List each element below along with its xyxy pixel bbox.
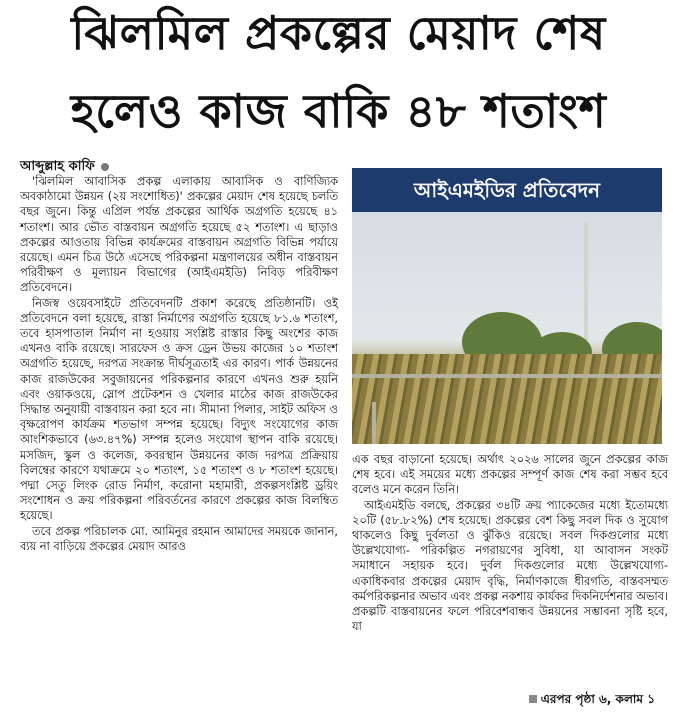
boundary-wall <box>372 402 376 444</box>
overgrown-ground <box>352 354 662 444</box>
headline-line-2: হলেও কাজ বাকি ৪৮ শতাংশ <box>70 84 607 138</box>
headline-line-1: ঝিলমিল প্রকল্পের মেয়াদ শেষ <box>71 6 606 60</box>
article-column-right <box>352 452 668 634</box>
continuation-note <box>529 691 655 711</box>
paragraph: এক বছর বাড়ানো হয়েছে। অর্থাৎ ২০২৬ সালের জুনে প্রকল্পের কাজ শেষ হবে। এই সময়ের মধ্যে প্রকল্পের সম্পূর্ণ কাজ শেষ করা সম্ভব হবে বলেও মনে করেন তিনি। <box>352 453 668 497</box>
paragraph: আইএমইডি বলছে, প্রকল্পের ৩৪টি ক্রয় প্যাকেজের মধ্যে ইতোমধ্যে ২০টি (৫৮.৮২%) শেষ হয়েছে। প্রকল্পের বেশ কিছু সবল দিক ও সুযোগ থাকলেও কিছু দুর্বলতা ও ঝুঁকিও রয়েছে। সবল দিকগুলোর মধ্যে উল্লেখযোগ্য- পরিকল্পিত নগরায়ণের সুবিধা, যা আবাসন সংকট সমাধানে সহায়ক হবে। দুর্বল দিকগুলোর মধ্যে উল্লেখযোগ্য- একাধিকবার প্রকল্পের মেয়াদ বৃদ্ধি, নির্মাণকাজে ধীরগতি, বাস্তবসম্মত কর্মপরিকল্পনার অভাব এবং প্রকল্প নকশায় কার্যকর দিকনির্দেশনার অভাব। প্রকল্পটি বাস্তবায়নের ফলে পরিবেশবান্ধব উন্নয়নের সম্ভাবনা সৃষ্টি হবে, যা <box>352 498 668 634</box>
square-icon <box>529 695 537 703</box>
paragraph: নিজস্ব ওয়েবসাইটে প্রতিবেদনটি প্রকাশ করেছে প্রতিষ্ঠানটি। ওই প্রতিবেদনে বলা হয়েছে, রাস্তা নির্মাণের অগ্রগতি হয়েছে ৮১.৬ শতাংশ, তবে হাসপাতাল নির্মাণ না হওয়ায় সংশ্লিষ্ট রাস্তার কিছু অংশের কাজ এখনও বাকি রয়েছে। সারফেস ও ক্রস ড্রেন উভয় কাজের ১০ শতাংশ অগ্রগতি হয়েছে, দরপত্র সংক্রান্ত দীর্ঘসূত্রতাই এর কারণ। পার্ক উন্নয়নের কাজ রাজউকের সবুজায়নের পরিকল্পনার কারণে এখনও শুরু হয়নি এবং ওয়াকওয়ে, স্লোপ প্রটেকশন ও খেলার মাঠের কাজ রাজউকের সিদ্ধান্ত অনুযায়ী বাস্তবায়ন করা হবে না। সীমানা পিলার, সাইট অফিস ও বৃক্ষরোপণ কার্যক্রম শতভাগ সম্পন্ন হয়েছে। বিদ্যুৎ সংযোগের কাজ আংশিকভাবে (৬৩.৪৭%) সম্পন্ন হলেও সংযোগ স্থাপন বাকি রয়েছে। মসজিদ, স্কুল ও কলেজ, কবরস্থান উন্নয়নের কাজ দরপত্র প্রক্রিয়ায় বিলম্বের কারণে যথাক্রমে ২০ শতাংশ, ১৫ শতাংশ ও ৮ শতাংশ হয়েছে। পদ্মা সেতু লিংক রোড নির্মাণ, করোনা মহামারী, প্রকল্পসংশ্লিষ্ট ড্রয়িং সংশোধন ও ক্রয় পরিকল্পনা পরিবর্তনের কারণে প্রকল্পের কাজ বিলম্বিত হয়েছে। <box>20 296 338 523</box>
article-column-left <box>20 174 338 554</box>
paragraph: 'ঝিলমিল আবাসিক প্রকল্প এলাকায় আবাসিক ও বাণিজ্যিক অবকাঠামো উন্নয়ন (২য় সংশোধিত)' প্রকল্পের মেয়াদ শেষ হয়েছে চলতি বছর জুনে। কিন্তু এপ্রিল পর্যন্ত প্রকল্পের আর্থিক অগ্রগতি হয়েছে ৪১ শতাংশ। আর ভৌত বাস্তবায়ন অগ্রগতি হয়েছে ৫২ শতাংশ। এ ছাড়াও প্রকল্পের আওতায় বিভিন্ন কার্যক্রমের বাস্তবায়ন অগ্রগতি বিভিন্ন পর্যায়ে রয়েছে। এমন চিত্র উঠে এসেছে পরিকল্পনা মন্ত্রণালয়ের অধীন বাস্তবায়ন পরিবীক্ষণ ও মূল্যায়ন বিভাগের (আইএমইডি) নিবিড় পরিবীক্ষণ প্রতিবেদনে। <box>20 175 338 295</box>
paragraph: তবে প্রকল্প পরিচালক মো. আমিনুর রহমান আমাদের সময়কে জানান, ব্যয় না বাড়িয়ে প্রকল্পের মেয়াদ আরও <box>20 524 338 553</box>
bullet-icon <box>101 163 109 171</box>
boundary-wall <box>352 374 662 378</box>
author-name: আব্দুল্লাহ কাফি <box>20 159 95 174</box>
report-banner: আইএমইডির প্রতিবেদন <box>352 168 662 212</box>
continuation-text: এরপর পৃষ্ঠা ৬, কলাম ১ <box>540 692 655 706</box>
project-site-photo <box>352 212 662 444</box>
